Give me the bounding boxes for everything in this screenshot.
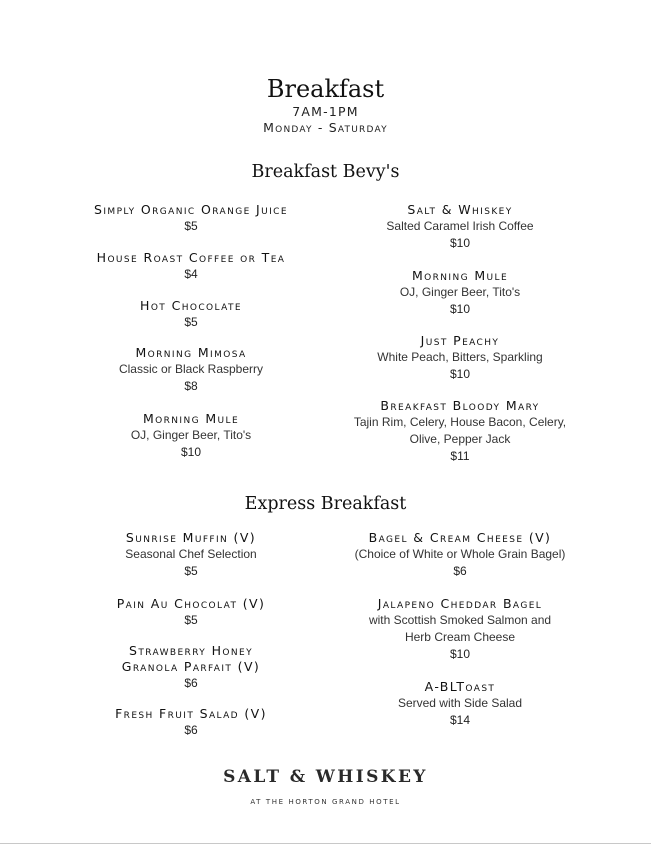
item-name: Morning Mule <box>142 411 240 426</box>
item-name: Fresh Fruit Salad (V) <box>115 706 267 721</box>
item-price: $6 <box>453 564 467 578</box>
item-name: Hot Chocolate <box>140 298 242 313</box>
item-description: with Scottish Smoked Salmon and <box>368 613 552 627</box>
menu-item <box>335 398 585 465</box>
item-description: Classic or Black Raspberry <box>118 362 264 376</box>
item-price: $14 <box>449 713 471 727</box>
item-price: $5 <box>184 613 198 627</box>
item-name: Breakfast Bloody Mary <box>380 398 540 413</box>
item-price: $6 <box>184 676 198 690</box>
section-title-express: Express Breakfast <box>244 494 407 514</box>
item-name: A-BLToast <box>424 679 496 694</box>
menu-header <box>0 74 651 136</box>
page-title: Breakfast <box>266 75 385 103</box>
item-name-line2: Granola Parfait (V) <box>121 659 261 674</box>
item-price: $10 <box>449 236 471 250</box>
menu-item <box>66 250 316 283</box>
item-name: Morning Mule <box>411 268 509 283</box>
menu-item <box>66 411 316 461</box>
item-name: Strawberry Honey <box>129 643 253 658</box>
brand-logo <box>0 766 651 806</box>
item-price: $5 <box>184 219 198 233</box>
item-description: OJ, Ginger Beer, Tito's <box>399 285 521 299</box>
item-price: $11 <box>450 449 470 463</box>
express-right-column <box>335 530 585 750</box>
item-price: $6 <box>184 723 198 737</box>
brand-subtitle: AT THE HORTON GRAND HOTEL <box>250 798 401 806</box>
item-description: Seasonal Chef Selection <box>125 547 257 561</box>
item-name: Just Peachy <box>420 333 500 348</box>
item-name: Bagel & Cream Cheese (V) <box>368 530 552 545</box>
bevys-left-column <box>66 202 316 472</box>
menu-item <box>335 202 585 252</box>
service-hours: 7AM-1PM <box>292 104 359 119</box>
menu-item <box>335 333 585 383</box>
item-name: Morning Mimosa <box>135 345 247 360</box>
bevys-right-column <box>335 202 585 472</box>
item-description: White Peach, Bitters, Sparkling <box>377 350 543 364</box>
item-name: House Roast Coffee or Tea <box>96 250 286 265</box>
item-price: $10 <box>449 647 471 661</box>
item-description: OJ, Ginger Beer, Tito's <box>130 428 252 442</box>
menu-item <box>66 596 316 629</box>
item-price: $10 <box>449 302 471 316</box>
item-price: $10 <box>180 445 202 459</box>
item-name: Simply Organic Orange Juice <box>94 202 288 217</box>
menu-item <box>66 345 316 395</box>
item-name: Salt & Whiskey <box>407 202 513 217</box>
item-description: (Choice of White or Whole Grain Bagel) <box>354 547 566 561</box>
item-name: Sunrise Muffin (V) <box>125 530 257 545</box>
item-name: Jalapeno Cheddar Bagel <box>377 596 543 611</box>
menu-item <box>335 596 585 663</box>
menu-item <box>66 530 316 580</box>
item-price: $4 <box>184 267 198 281</box>
item-price: $5 <box>184 315 198 329</box>
page-edge-divider <box>0 843 651 844</box>
item-description-line2: Olive, Pepper Jack <box>409 432 511 446</box>
item-price: $10 <box>449 367 471 381</box>
item-description: Tajin Rim, Celery, House Bacon, Celery, <box>353 415 567 429</box>
menu-item <box>335 679 585 729</box>
item-price: $8 <box>184 379 198 393</box>
menu-item <box>335 268 585 318</box>
brand-name: SALT & WHISKEY <box>223 767 428 787</box>
express-left-column <box>66 530 316 750</box>
menu-item <box>66 706 316 739</box>
menu-item <box>66 643 316 692</box>
item-description: Salted Caramel Irish Coffee <box>386 219 534 233</box>
item-description: Served with Side Salad <box>397 696 523 710</box>
section-title-bevys: Breakfast Bevy's <box>251 162 400 182</box>
item-name: Pain Au Chocolat (V) <box>116 596 266 611</box>
service-days: Monday - Saturday <box>263 120 388 135</box>
menu-item <box>335 530 585 580</box>
menu-item <box>66 298 316 331</box>
menu-item <box>66 202 316 235</box>
item-price: $5 <box>184 564 198 578</box>
item-description-line2: Herb Cream Cheese <box>404 630 516 644</box>
